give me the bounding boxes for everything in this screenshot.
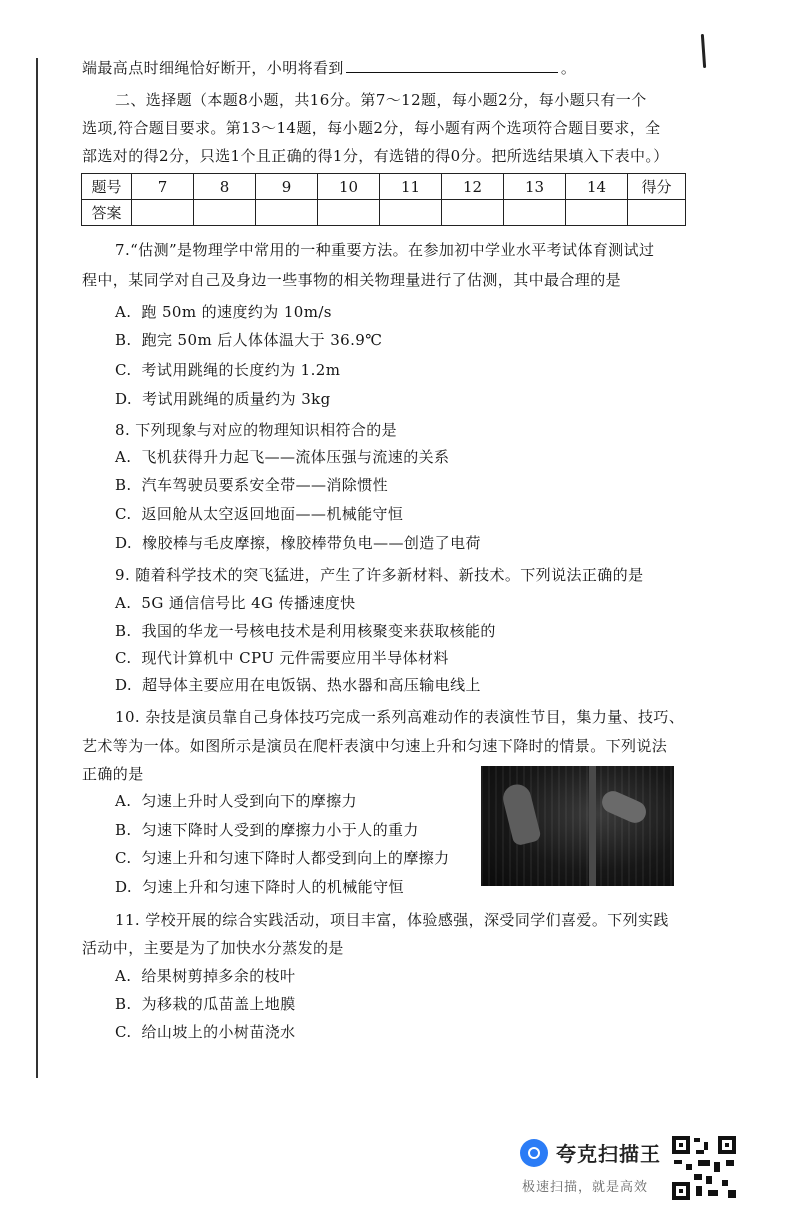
pole-climbing-photo bbox=[481, 766, 674, 886]
answer-table bbox=[81, 173, 686, 226]
qr-code-icon bbox=[672, 1136, 736, 1200]
q11-stem-2: 活动中，主要是为了加快水分蒸发的是 bbox=[82, 939, 344, 957]
q11-option-c[interactable]: C. 给山坡上的小树苗浇水 bbox=[115, 1023, 296, 1041]
q7-stem-1: 7.“估测”是物理学中常用的一种重要方法。在参加初中学业水平考试体育测试过 bbox=[115, 241, 655, 259]
scanner-logo bbox=[520, 1138, 661, 1167]
score-cell[interactable] bbox=[628, 200, 686, 226]
q11-stem-1: 11. 学校开展的综合实践活动，项目丰富，体验感强，深受同学们喜爱。下列实践 bbox=[115, 911, 669, 929]
q7-stem-2: 程中，某同学对自己及身边一些事物的相关物理量进行了估测，其中最合理的是 bbox=[82, 271, 622, 289]
answer-cell-11[interactable] bbox=[380, 200, 442, 226]
answer-cell-7[interactable] bbox=[132, 200, 194, 226]
col-9: 9 bbox=[256, 174, 318, 200]
answer-cell-12[interactable] bbox=[442, 200, 504, 226]
col-10: 10 bbox=[318, 174, 380, 200]
table-row-answers bbox=[82, 200, 686, 226]
q10-option-a[interactable]: A. 匀速上升时人受到向下的摩擦力 bbox=[115, 792, 358, 810]
col-14: 14 bbox=[566, 174, 628, 200]
top-line: 端最高点时细绳恰好断开，小明将看到 。 bbox=[82, 59, 577, 77]
q8-option-c[interactable]: C. 返回舱从太空返回地面——机械能守恒 bbox=[115, 505, 404, 523]
q9-stem: 9. 随着科学技术的突飞猛进，产生了许多新材料、新技术。下列说法正确的是 bbox=[115, 566, 644, 584]
col-7: 7 bbox=[132, 174, 194, 200]
q7-option-a[interactable]: A. 跑 50m 的速度约为 10m/s bbox=[115, 303, 332, 321]
header-label: 题号 bbox=[82, 174, 132, 200]
scanner-slogan: 极速扫描，就是高效 bbox=[522, 1180, 649, 1195]
q10-stem-1: 10. 杂技是演员靠自己身体技巧完成一系列高难动作的表演性节目，集力量、技巧、 bbox=[115, 708, 685, 726]
section2-instruction-3: 部选对的得2分，只选1个且正确的得1分，有选错的得0分。把所选结果填入下表中。） bbox=[82, 147, 669, 165]
q7-option-d[interactable]: D. 考试用跳绳的质量约为 3kg bbox=[115, 390, 331, 408]
scan-mark bbox=[701, 34, 706, 68]
answer-cell-13[interactable] bbox=[504, 200, 566, 226]
answer-label: 答案 bbox=[82, 200, 132, 226]
page-binding-edge bbox=[36, 58, 38, 1078]
col-13: 13 bbox=[504, 174, 566, 200]
q9-option-a[interactable]: A. 5G 通信信号比 4G 传播速度快 bbox=[115, 594, 356, 612]
q8-option-a[interactable]: A. 飞机获得升力起飞——流体压强与流速的关系 bbox=[115, 448, 450, 466]
col-8: 8 bbox=[194, 174, 256, 200]
table-row-header bbox=[82, 174, 686, 200]
q11-option-b[interactable]: B. 为移栽的瓜苗盖上地膜 bbox=[115, 995, 296, 1013]
q7-option-b[interactable]: B. 跑完 50m 后人体体温大于 36.9℃ bbox=[115, 331, 383, 349]
answer-cell-14[interactable] bbox=[566, 200, 628, 226]
col-11: 11 bbox=[380, 174, 442, 200]
answer-cell-10[interactable] bbox=[318, 200, 380, 226]
q8-option-b[interactable]: B. 汽车驾驶员要系安全带——消除惯性 bbox=[115, 476, 388, 494]
answer-cell-9[interactable] bbox=[256, 200, 318, 226]
score-label: 得分 bbox=[628, 174, 686, 200]
answer-blank[interactable] bbox=[346, 60, 558, 73]
q10-stem-2: 艺术等为一体。如图所示是演员在爬杆表演中匀速上升和匀速下降时的情景。下列说法 bbox=[82, 737, 668, 755]
q9-option-c[interactable]: C. 现代计算机中 CPU 元件需要应用半导体材料 bbox=[115, 649, 449, 667]
q10-option-c[interactable]: C. 匀速上升和匀速下降时人都受到向上的摩擦力 bbox=[115, 849, 450, 867]
q9-option-b[interactable]: B. 我国的华龙一号核电技术是利用核聚变来获取核能的 bbox=[115, 622, 496, 640]
q9-option-d[interactable]: D. 超导体主要应用在电饭锅、热水器和高压输电线上 bbox=[115, 676, 481, 694]
q10-stem-3: 正确的是 bbox=[82, 765, 144, 783]
scanner-name: 夸克扫描王 bbox=[556, 1142, 661, 1166]
col-12: 12 bbox=[442, 174, 504, 200]
answer-cell-8[interactable] bbox=[194, 200, 256, 226]
q11-option-a[interactable]: A. 给果树剪掉多余的枝叶 bbox=[115, 967, 296, 985]
quark-logo-icon bbox=[520, 1139, 548, 1167]
q10-option-b[interactable]: B. 匀速下降时人受到的摩擦力小于人的重力 bbox=[115, 821, 419, 839]
q7-option-c[interactable]: C. 考试用跳绳的长度约为 1.2m bbox=[115, 361, 341, 379]
section2-instruction-1: 二、选择题（本题8小题，共16分。第7～12题，每小题2分，每小题只有一个 bbox=[115, 91, 647, 109]
section2-instruction-2: 选项,符合题目要求。第13～14题，每小题2分，每小题有两个选项符合题目要求，全 bbox=[82, 119, 661, 137]
q10-option-d[interactable]: D. 匀速上升和匀速下降时人的机械能守恒 bbox=[115, 878, 404, 896]
photo-pole bbox=[589, 766, 596, 886]
q8-option-d[interactable]: D. 橡胶棒与毛皮摩擦，橡胶棒带负电——创造了电荷 bbox=[115, 534, 481, 552]
q8-stem: 8. 下列现象与对应的物理知识相符合的是 bbox=[115, 421, 398, 439]
